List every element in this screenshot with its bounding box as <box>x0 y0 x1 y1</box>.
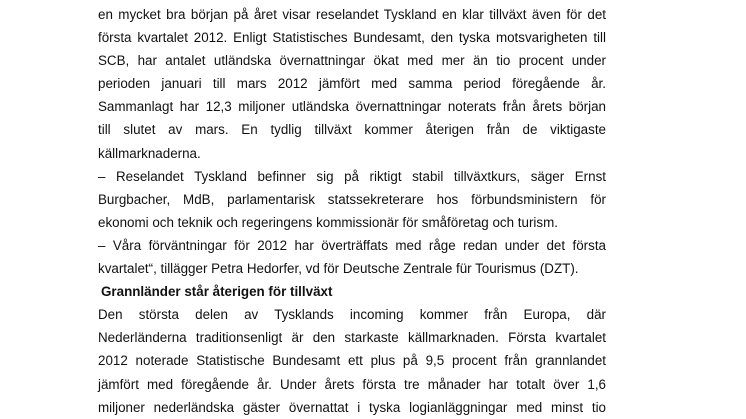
text-line: en mycket bra början på året visar reselandet Tyskland en klar tillväxt även för det <box>98 7 606 22</box>
text-line: – Reselandet Tyskland befinner sig på riktigt stabil tillväxtkurs, säger Ernst <box>98 168 606 184</box>
text-line: Burgbacher, MdB, parlamentarisk statssekreterare hos förbundsministern för <box>98 191 606 207</box>
paragraph-intro <box>98 3 606 165</box>
text-line: Den största delen av Tysklands incoming kommer från Europa, där <box>98 307 606 323</box>
text-line: källmarknaderna. <box>98 145 201 161</box>
text-line: Nederländerna traditionsenligt är den starkaste källmarknaden. Första kvartalet <box>98 330 606 346</box>
text-line: kvartalet“, tillägger Petra Hedorfer, vd för Deutsche Zentrale für Tourismus (DZT). <box>98 261 579 277</box>
text-line: perioden januari till mars 2012 jämfört med samma period föregående år. <box>98 76 606 92</box>
text-line: 2012 noterade Statistische Bundesamt ett plus på 9,5 procent från grannlandet <box>98 353 606 369</box>
text-line: SCB, har antalet utländska övernattningar ökat med mer än tio procent under <box>98 53 606 69</box>
text-line: Sammanlagt har 12,3 miljoner utländska övernattningar noterats från årets början <box>98 99 606 115</box>
section-heading: Grannländer står återigen för tillväxt <box>101 284 333 300</box>
document-page <box>98 3 606 419</box>
paragraph-neighbours <box>98 303 606 418</box>
paragraph-quote-hedorfer <box>98 234 606 280</box>
text-line: ekonomi och teknik och regeringens kommissionär för småföretag och turism. <box>98 214 558 230</box>
text-line: jämfört med föregående år. Under årets första tre månader har totalt över 1,6 <box>98 376 606 392</box>
text-line: miljoner nederländska gäster övernattat i tyska logianläggningar med minst tio <box>98 399 606 415</box>
text-line: första kvartalet 2012. Enligt Statistisches Bundesamt, den tyska motsvarigheten till <box>98 30 606 46</box>
paragraph-quote-burgbacher <box>98 165 606 234</box>
text-line: – Våra förväntningar för 2012 har överträffats med råge redan under det första <box>98 237 606 253</box>
text-line: till slutet av mars. En tydlig tillväxt kommer återigen från de viktigaste <box>98 122 606 138</box>
